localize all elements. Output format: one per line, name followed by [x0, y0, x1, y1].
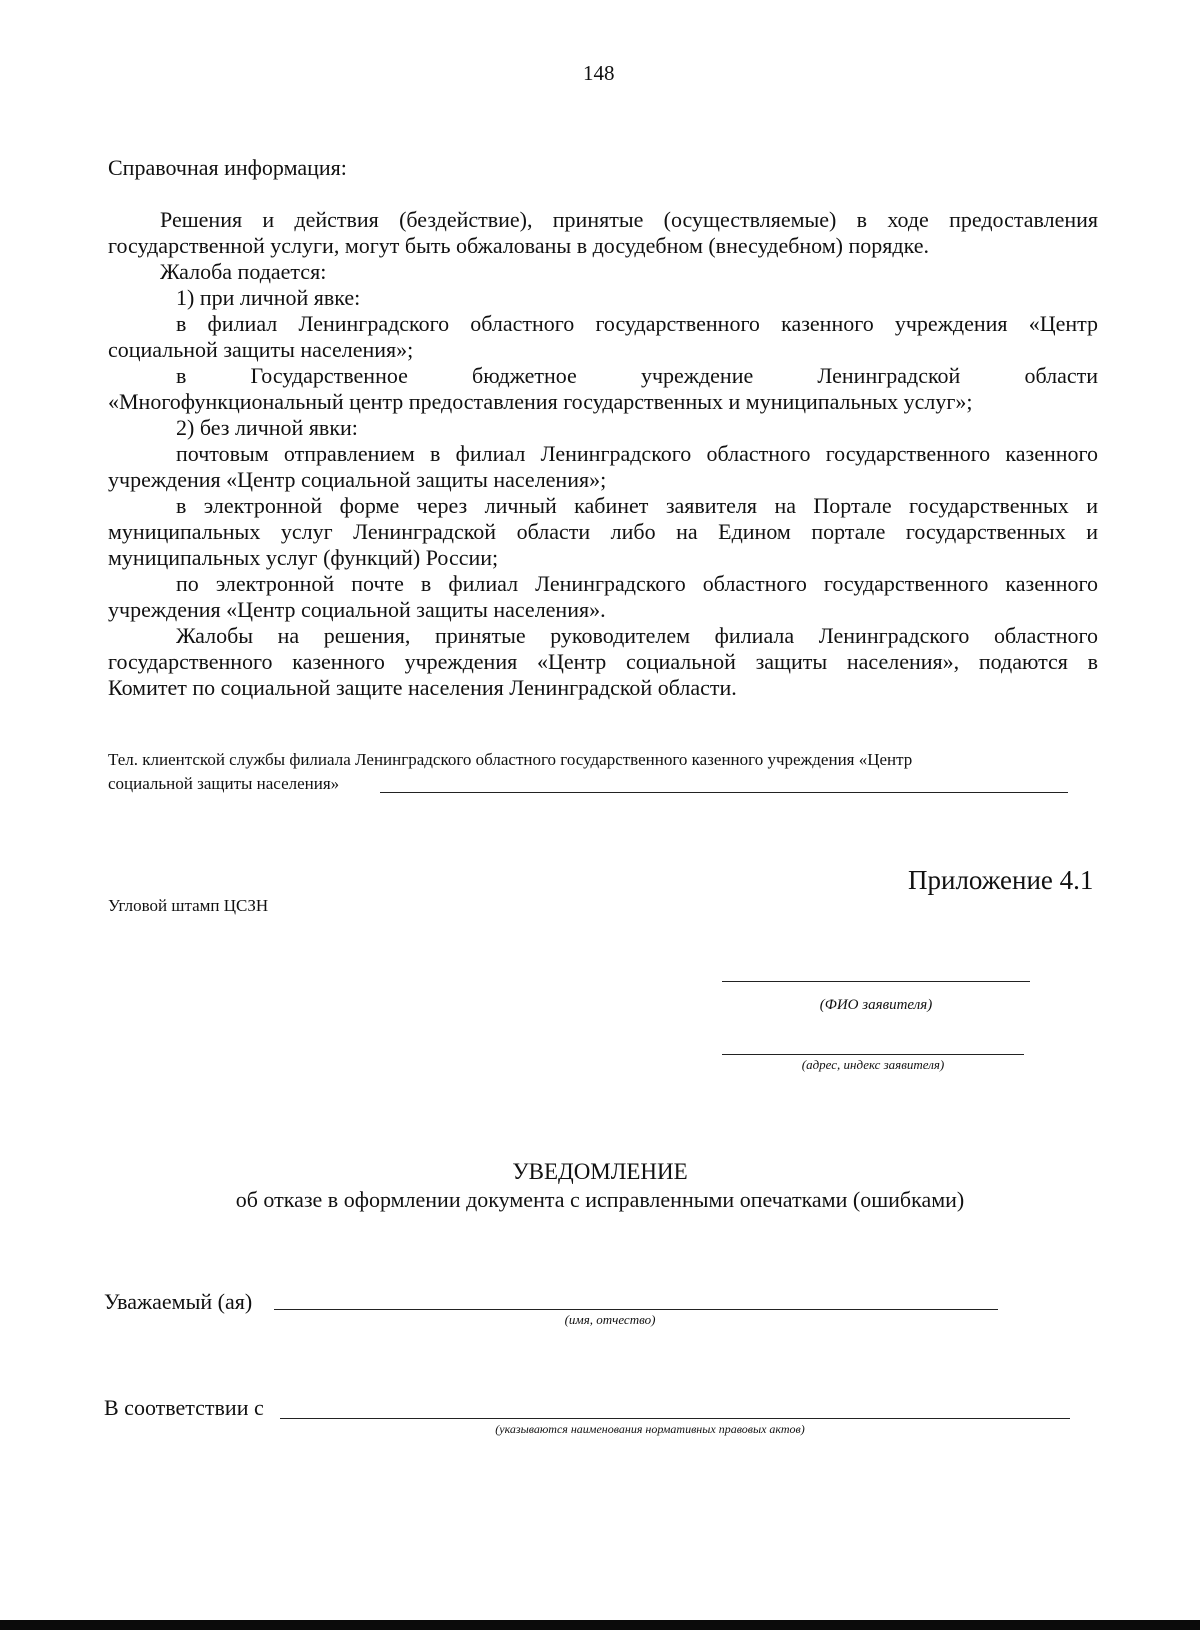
applicant-name-blank-line — [722, 981, 1030, 982]
accordance-caption: (указываются наименования нормативных правовых актов) — [495, 1422, 805, 1436]
paragraph-line: в Государственное бюджетное учреждение Ленинградской области — [176, 363, 1098, 388]
applicant-name-caption: (ФИО заявителя) — [819, 997, 933, 1013]
applicant-address-blank-line — [722, 1054, 1024, 1055]
paragraph-line: Решения и действия (бездействие), принятые (осуществляемые) в ходе предоставления — [160, 207, 1098, 232]
paragraph-line: государственного казенного учреждения «Центр социальной защиты населения», подаются в — [108, 649, 1098, 674]
scan-bottom-edge — [0, 1620, 1200, 1630]
appendix-title: Приложение 4.1 — [908, 865, 1094, 895]
paragraph-line: Жалобы на решения, принятые руководителем филиала Ленинградского областного — [176, 623, 1098, 648]
notice-title: УВЕДОМЛЕНИЕ — [512, 1159, 688, 1184]
paragraph-line: муниципальных услуг (функций) России; — [108, 545, 499, 570]
corner-stamp-label: Угловой штамп ЦСЗН — [108, 896, 269, 915]
paragraph-line: по электронной почте в филиал Ленинградского областного государственного казенного — [176, 571, 1098, 596]
paragraph-line: «Многофункциональный центр предоставления государственных и муниципальных услуг»; — [108, 389, 973, 414]
phone-label-line2: социальной защиты населения» — [108, 774, 340, 793]
paragraph-line: муниципальных услуг Ленинградской области либо на Едином портале государственных и — [108, 519, 1098, 544]
paragraph-line: социальной защиты населения»; — [108, 337, 414, 362]
greeting-caption: (имя, отчество) — [564, 1312, 656, 1327]
paragraph-line: учреждения «Центр социальной защиты населения»; — [108, 467, 607, 492]
accordance-label: В соответствии с — [104, 1395, 264, 1420]
reference-title: Справочная информация: — [108, 155, 347, 180]
greeting-label: Уважаемый (ая) — [104, 1289, 253, 1314]
paragraph-line: почтовым отправлением в филиал Ленинградского областного государственного казенного — [176, 441, 1098, 466]
applicant-address-caption: (адрес, индекс заявителя) — [801, 1057, 945, 1072]
paragraph-line: Комитет по социальной защите населения Ленинградской области. — [108, 675, 737, 700]
paragraph-line: учреждения «Центр социальной защиты населения». — [108, 597, 606, 622]
paragraph-line: 2) без личной явки: — [176, 415, 358, 440]
accordance-blank-line — [280, 1418, 1070, 1419]
paragraph-line: 1) при личной явке: — [176, 285, 361, 310]
page-number: 148 — [583, 61, 615, 85]
greeting-blank-line — [274, 1309, 998, 1310]
paragraph-line: в электронной форме через личный кабинет заявителя на Портале государственных и — [176, 493, 1098, 518]
notice-subtitle: об отказе в оформлении документа с исправленными опечатками (ошибками) — [235, 1187, 965, 1212]
paragraph-line: Жалоба подается: — [160, 259, 327, 284]
phone-blank-line — [380, 792, 1068, 793]
paragraph-line: в филиал Ленинградского областного государственного казенного учреждения «Центр — [176, 311, 1098, 336]
paragraph-line: государственной услуги, могут быть обжалованы в досудебном (внесудебном) порядке. — [108, 233, 929, 258]
phone-label-line1: Тел. клиентской службы филиала Ленинградского областного государственного казенного учреждения «Центр — [108, 750, 913, 769]
